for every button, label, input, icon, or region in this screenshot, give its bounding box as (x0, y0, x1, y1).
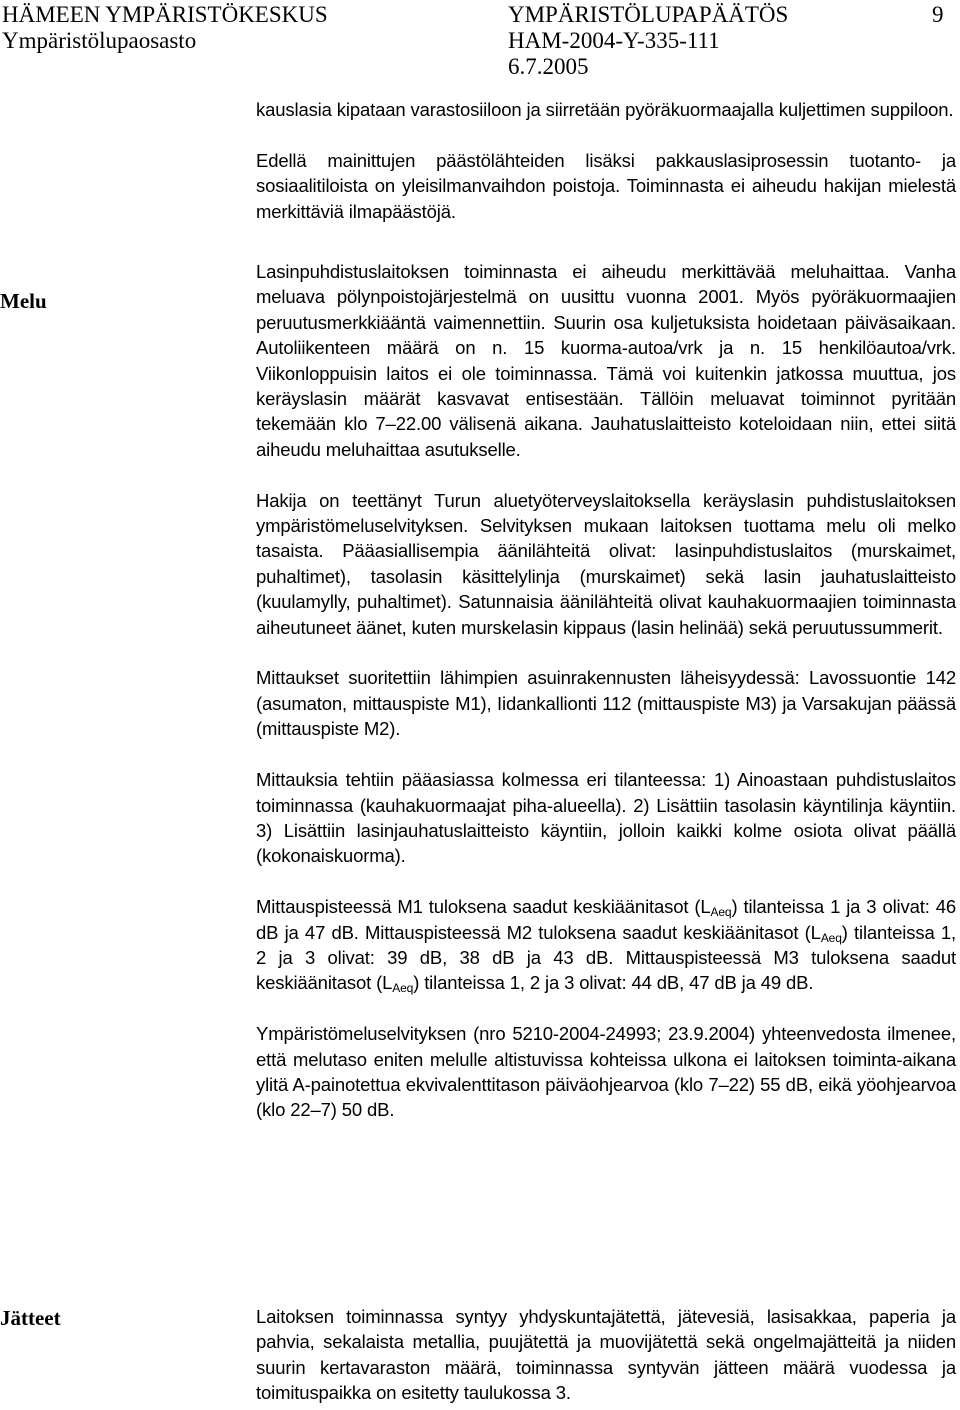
paragraph: Mittauksia tehtiin pääasiassa kolmessa eri tilanteessa: 1) Ainoastaan puhdistuslaitos toiminnassa (kauhakuormaajat piha-alueella). 2) Lisättiin tasolasin käyntilinja käyntiin. 3) Lisättiin lasinjauhatuslaitteisto käyntiin, jolloin kaikki kolme osiota olivat päällä (kokonaiskuorma). (256, 769, 956, 867)
paragraph: Hakija on teettänyt Turun aluetyöterveyslaitoksella keräyslasin puhdistuslaitoksen ympäristömeluselvityksen. Selvityksen mukaan laitoksen tuottama melu oli melko tasaista. Pääasiallisempia äänilähteitä olivat: lasinpuhdistuslaitos (murskaimet, puhaltimet), tasolasin käsittelylinja (murskaimet) sekä lasin jauhatuslaitteisto (kuulamylly, puhaltimet). Satunnaisia äänilähteitä olivat kauhakuormaajien toiminnasta aiheutuneet äänet, kuten murskelasin kippaus (lasin helinää) sekä peruutussummerit. (256, 489, 956, 638)
paragraph: Edellä mainittujen päästölähteiden lisäksi pakkauslasiprosessin tuotanto- ja sosiaalitiloista on yleisilmanvaihdon poistoja. Toiminnasta ei aiheudu hakijan mielestä merkittäviä ilmapäästöjä. (256, 149, 956, 222)
page-header (0, 0, 960, 84)
paragraph: kauslasia kipataan varastosiiloon ja siirretään pyöräkuormaajalla kuljettimen suppiloon. (256, 99, 954, 120)
department-name: Ympäristölupaosasto (2, 28, 197, 53)
paragraph: Ympäristömeluselvityksen (nro 5210-2004-24993; 23.9.2004) yhteenvedosta ilmenee, että melutaso eniten melulle altistuvissa kohteissa ulkona ei laitoksen toiminta-aikana ylitä A-painotettua ekvivalenttitason päiväohjearvoa (klo 7–22) 55 dB, eikä yöohjearvoa (klo 22–7) 50 dB. (256, 1023, 956, 1121)
paragraph: Mittaukset suoritettiin lähimpien asuinrakennusten läheisyydessä: Lavossuontie 142 (asumaton, mittauspiste M1), Iidankallionti 112 (mittauspiste M3) ja Varsakujan päässä (mittauspiste M2). (256, 667, 956, 740)
paragraph-jatteet: Laitoksen toiminnassa syntyy yhdyskuntajätettä, jätevesiä, lasisakkaa, paperia ja pahvia, sekalaista metallia, puujätettä ja muovijätettä sekä ongelmajätteitä ja niiden suurin kertavaraston määrä, toiminnassa syntyvän jätteen määrä vuodessa ja toimituspaikka on esitetty taulukossa 3. (256, 1306, 956, 1404)
paragraph-measurements (256, 894, 956, 996)
paragraph-melu: Lasinpuhdistuslaitoksen toiminnasta ei aiheudu merkittävää meluhaittaa. Vanha meluava pölynpoistojärjestelmä on uusittu vuonna 2001. Myös pyöräkuormaajien peruutusmerkkiääntä vaimennettiin. Suurin osa kuljetuksista hoidetaan päiväsaikaan. Autoliikenteen määrä on n. 15 kuorma-autoa/vrk ja n. 15 henkilöautoa/vrk. Viikonloppuisin laitos ei ole toiminnassa. Tämä voi kuitenkin jatkossa muuttua, jos keräyslasin määrät kasvavat entisestään. Tällöin meluavat toiminnot pyritään tekemään klo 7–22.00 välisenä aikana. Jauhatuslaitteisto koteloidaan niin, ettei siitä aiheudu meluhaittaa asutukselle. (256, 261, 956, 460)
org-name: HÄMEEN YMPÄRISTÖKESKUS (2, 2, 328, 27)
text-run: ) tilanteissa 1, 2 ja 3 olivat: 39 dB, 38 dB ja 43 dB. Mittauspisteessä M3 tuloksena saadut keskiäänitasot (L (256, 921, 956, 994)
page-number: 9 (932, 2, 944, 27)
text-run: ) tilanteissa 1, 2 ja 3 olivat: 44 dB, 47 dB ja 49 dB. (413, 972, 814, 994)
main-text (256, 97, 956, 1148)
text-run: ) tilanteissa 1 ja 3 olivat: 46 dB ja 47 dB. Mittauspisteessä M2 tuloksena saadut keskiäänitasot (L (256, 896, 956, 943)
section-label-jatteet: Jätteet (0, 1306, 61, 1330)
document-type: YMPÄRISTÖLUPAPÄÄTÖS (508, 2, 789, 27)
text-run: Mittauspisteessä M1 tuloksena saadut keskiäänitasot (L (256, 896, 711, 918)
subscript: Aeq (710, 905, 732, 920)
jatteet-text (256, 1304, 956, 1406)
subscript: Aeq (820, 930, 842, 945)
document-id: HAM-2004-Y-335-111 (508, 28, 720, 53)
document-date: 6.7.2005 (508, 54, 589, 79)
subscript: Aeq (392, 981, 414, 996)
section-label-melu: Melu (0, 289, 47, 313)
